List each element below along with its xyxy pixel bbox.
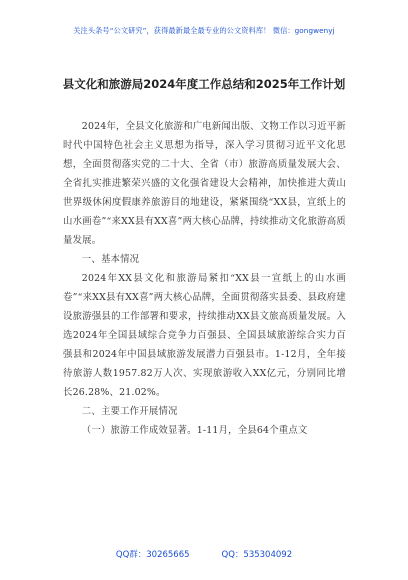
section-heading-main-work: 二、主要工作开展情况	[81, 406, 178, 417]
section-heading-basic-situation: 一、基本情况	[81, 254, 140, 265]
document-body	[63, 117, 346, 440]
basic-situation-paragraph: 2024年XX县文化和旅游局紧扣“XX县一宣纸上的山水画卷”“来XX县有XX喜”两大核心品牌，全面贯彻落实县委、县政府建设旅游强县的工作部署和要求，持续推动XX县文旅高质量发展。入选2024年全国县域综合竞争力百强县、全国县域旅游综合实力百强县和2024年中国县域旅游发展潜力百强县市。1-12月，全年接待旅游人数1957.82万人次、实现旅游收入XX亿元，分别同比增长26.28%、21.02%。	[63, 273, 346, 398]
header-promo-note: 关注头条号“公文研究”，获得最新最全最专业的公文资料库！ 微信：gongwenyj	[73, 26, 335, 35]
document-title: 县文化和旅游局2024年度工作总结和2025年工作计划	[62, 77, 346, 91]
footer-qq-group: QQ群：30265665	[115, 550, 190, 560]
footer-contact	[0, 548, 408, 560]
intro-paragraph: 2024年，全县文化旅游和广电新闻出版、文物工作以习近平新时代中国特色社会主义思想为指导，深入学习贯彻习近平文化思想，全面贯彻落实党的二十大、全省（市）旅游高质量发展大会、全省扎实推进繁荣兴盛的文化强省建设大会精神，加快推进大黄山世界级休闲度假康养旅游目的地建设，紧紧围绕“XX县，宣纸上的山水画卷”“来XX县有XX喜”两大核心品牌，持续推动文化旅游高质量发展。	[63, 121, 346, 246]
footer-qq: QQ：535304092	[221, 550, 293, 560]
tourism-work-paragraph: （一）旅游工作成效显著。1-11月，全县64个重点文	[81, 425, 308, 436]
